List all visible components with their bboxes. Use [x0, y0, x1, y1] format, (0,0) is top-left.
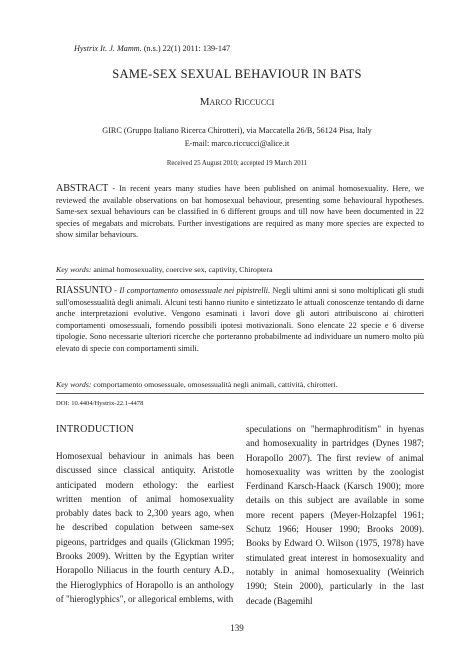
abstract-heading: ABSTRACT [56, 183, 109, 194]
keywords-text: animal homosexuality, coercive sex, captivity, Chiroptera [91, 265, 273, 274]
journal-name: Hystrix It. J. Mamm. [74, 44, 142, 53]
author-affiliation [0, 124, 474, 150]
divider [56, 279, 424, 280]
journal-citation [74, 44, 230, 53]
keywords-text: comportamento omosessuale, omosessualità negli animali, cattività, chirotteri. [91, 380, 338, 389]
journal-issue: (n.s.) 22(1) 2011: 139-147 [141, 44, 231, 53]
keywords-english [56, 265, 424, 274]
keywords-label: Key words: [56, 380, 92, 389]
keywords-label: Key words: [56, 265, 92, 274]
divider [56, 393, 424, 394]
doi: DOI: 10.4404/Hystrix-22.1-4478 [56, 400, 144, 407]
riassunto [56, 285, 424, 355]
intro-column-left: Homosexual behaviour in animals has been discussed since classical antiquity. Aristotle anticipated modern ethology: the earliest written mention of animal homosexuality probably dates back to 2,300 years ago, when he described copulation between same-sex pigeons, partridges and quails (Glickman 1995; Brooks 2009). Written by the Egyptian writer Horapollo Niliacus in the fourth century A.D., the Hieroglyphics of Horapollo is an anthology of "hieroglyphics", or allegorical emblems, with [56, 451, 234, 604]
section-heading-introduction: INTRODUCTION [56, 424, 134, 435]
page-number: 139 [230, 623, 244, 633]
abstract-text: - In recent years many studies have been published on animal homosexuality. Here, we reviewed the available observations on bat homosexual behaviour, presenting some behavioural hypotheses. Same-sex sexual behaviours can be classified in 6 different groups and till now have been documented in 22 species of megabats and microbats. Further investigations are required as many more species are expected to show similar behaviours. [56, 184, 424, 240]
riassunto-title: - Il comportamento omosessuale nei pipistrelli. [111, 286, 271, 295]
affiliation-address: GIRC (Gruppo Italiano Ricerca Chirotteri), via Maccatella 26/B, 56124 Pisa, Italy [102, 126, 372, 135]
riassunto-text: Negli ultimi anni si sono moltiplicati gli studi sull'omosessualità degli animali. Alcuni testi hanno riunito e sintetizzato le attuali conoscenze tentando di darne anche interpretazioni evolutive. Vengono esaminati i lavori dove gli autori attribuiscono ai chirotteri comportamenti omosessuali, fornendo possibili ipotesi motivazionali. Sono elencate 22 specie e 6 diverse tipologie. Sono necessarie ulteriori ricerche che porteranno probabilmente ad individuare un numero molto più elevato di specie con comportamenti simili. [56, 286, 424, 353]
abstract [56, 183, 424, 241]
paper-title: SAME-SEX SEXUAL BEHAVIOUR IN BATS [112, 67, 362, 81]
affiliation-email: E-mail: marco.riccucci@alice.it [184, 139, 290, 148]
author-name: Marco Riccucci [199, 96, 275, 108]
received-dates: Received 25 August 2010; accepted 19 March 2011 [166, 160, 308, 167]
intro-column-right: speculations on "hermaphroditism" in hyenas and homosexuality in partridges (Dynes 1987; Horapollo 2007). The first review of animal homosexuality was written by the zoologist Ferdinand Karsch-Haack (Karsch 1900); more details on this subject are available in some more recent papers (Meyer-Holzapfel 1961; Schutz 1966; Houser 1990; Brooks 2009). Books by Edward O. Wilson (1975, 1978) have stimulated great interest in homosexuality and notably in animal homosexuality (Weinrich 1990; Stein 2000), particularly in the last decade (Bagemihl [246, 424, 424, 606]
riassunto-heading: RIASSUNTO [56, 285, 112, 296]
keywords-italian [56, 380, 424, 389]
